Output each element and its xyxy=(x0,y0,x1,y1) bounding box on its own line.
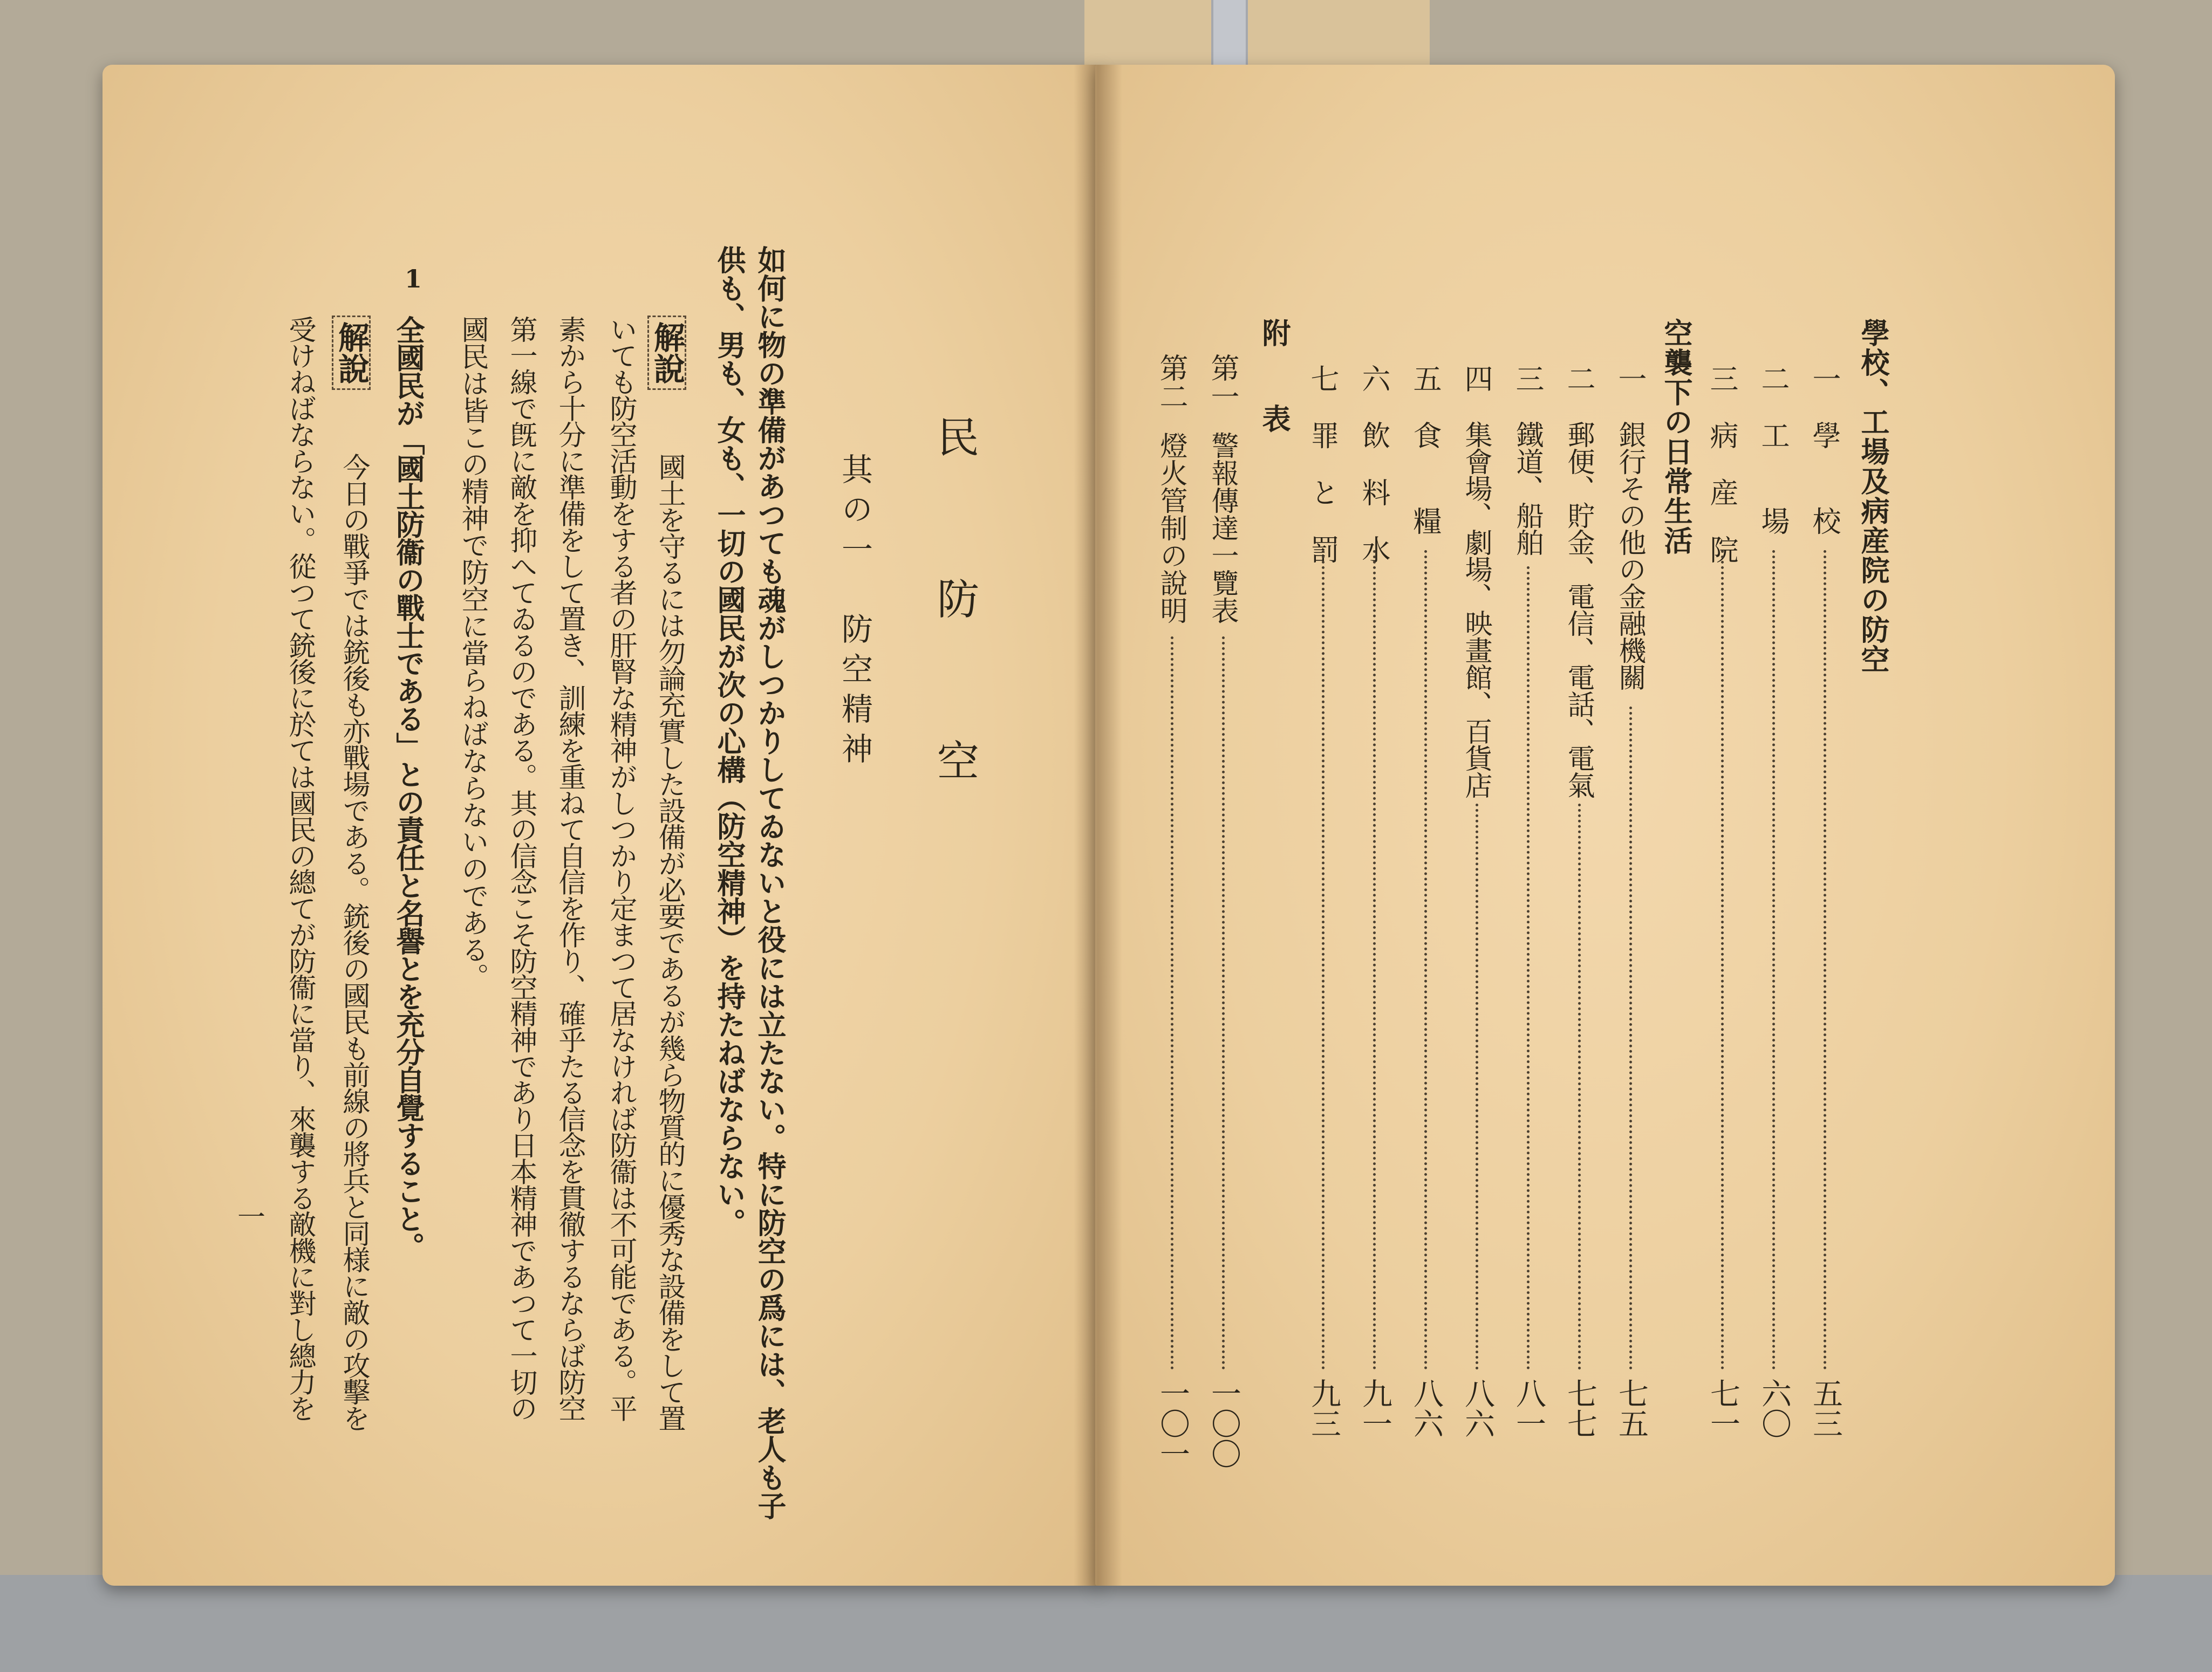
toc-appendix-title: 附 表 xyxy=(1258,318,1291,433)
toc-g1-item1-label: 學 校 xyxy=(1808,421,1841,535)
toc-leader xyxy=(1424,550,1427,1370)
toc-leader xyxy=(1527,566,1530,1370)
toc-g2-item5-label: 食 糧 xyxy=(1409,421,1442,535)
toc-g2-item4-label: 集會場、劇場、映畫館、百貨店 xyxy=(1460,421,1492,798)
toc-g2-item2-label: 郵便、貯金、電信、電話、電氣 xyxy=(1562,421,1594,798)
toc-g2-item3-num: 三 xyxy=(1511,364,1544,393)
chapter-title: 民 防 空 xyxy=(930,415,979,820)
item-number: 1 xyxy=(405,264,422,293)
toc-g1-item2-num: 二 xyxy=(1757,364,1790,393)
toc-appx-item1-page: 一〇〇 xyxy=(1206,1378,1241,1469)
toc-appx-item2-page: 一〇一 xyxy=(1155,1378,1190,1469)
commentary-1-line-2: いても防空活動をする者の肝腎な精神がしつかり定まつて居なければ防衞は不可能である。平 xyxy=(605,316,637,1421)
toc-g2-item3-label: 鐵道、船舶 xyxy=(1511,421,1543,556)
book-spine-tab xyxy=(1084,0,1430,76)
commentary-1-line-5: 國民は皆この精神で防空に當らねばならないのである。 xyxy=(456,316,488,990)
toc-g2-item1-num: 一 xyxy=(1614,364,1647,393)
toc-g1-item1-num: 一 xyxy=(1808,364,1841,393)
book-gutter xyxy=(1074,65,1122,1586)
toc-g1-item2-page: 六〇 xyxy=(1757,1378,1792,1438)
toc-g2-item5-page: 八六 xyxy=(1409,1378,1444,1438)
toc-g1-item3-num: 三 xyxy=(1705,364,1738,393)
toc-leader xyxy=(1578,804,1581,1370)
toc-g1-item2-label: 工 場 xyxy=(1757,421,1790,535)
toc-leader xyxy=(1322,550,1325,1370)
commentary-2-line-1: 今日の戰爭では銃後も亦戰場である。銃後の國民も前線の將兵と同様に敵の攻擊を xyxy=(338,453,370,1431)
commentary-label-2: 解說 xyxy=(332,316,371,390)
background-surface xyxy=(0,1575,2212,1672)
toc-appx-item2-num: 第二 xyxy=(1155,353,1188,410)
toc-group2-title: 空襲下の日常生活 xyxy=(1660,318,1693,556)
toc-g2-item1-label: 銀行その他の金融機關 xyxy=(1614,421,1646,690)
right-page xyxy=(1095,65,2115,1586)
commentary-1-line-1: 國土を守るには勿論充實した設備が必要であるが幾ら物質的に優秀な設備をして置 xyxy=(653,453,685,1431)
toc-g2-item1-page: 七五 xyxy=(1614,1378,1649,1438)
toc-g2-item2-num: 二 xyxy=(1562,364,1595,393)
toc-leader xyxy=(1222,636,1225,1370)
toc-g1-item3-page: 七一 xyxy=(1705,1378,1740,1438)
toc-g2-item7-page: 九三 xyxy=(1306,1378,1341,1438)
toc-g2-item6-num: 六 xyxy=(1357,364,1390,393)
toc-g2-item6-label: 飲 料 水 xyxy=(1357,421,1390,564)
toc-leader xyxy=(1171,636,1173,1370)
toc-g1-item3-label: 病 産 院 xyxy=(1705,421,1738,564)
toc-appx-item1-num: 第一 xyxy=(1206,353,1239,410)
toc-g2-item3-page: 八一 xyxy=(1511,1378,1546,1438)
toc-g2-item4-page: 八六 xyxy=(1460,1378,1495,1438)
principle-line-1: 如何に物の準備があつても魂がしつかりしてゐないと役には立たない。特に防空の爲には、老人も子 xyxy=(753,245,787,1520)
principle-line-2: 供も、男も、女も、一切の國民が次の心構（防空精神）を持たねばならない。 xyxy=(713,245,746,1237)
toc-g2-item2-page: 七七 xyxy=(1562,1378,1597,1438)
commentary-2-line-2: 受けねばならない。從つて銃後に於ては國民の總てが防衞に當り、來襲する敵機に對し總力を xyxy=(284,316,316,1421)
page-folio: 一 xyxy=(237,1202,266,1234)
toc-leader xyxy=(1476,804,1478,1370)
commentary-1-line-3: 素から十分に準備をして置き、訓練を重ねて自信を作り、確乎たる信念を貫徹するならば防空 xyxy=(554,316,585,1421)
toc-g2-item7-num: 七 xyxy=(1306,364,1339,393)
commentary-1-line-4: 第一線で旣に敵を抑へてゐるのである。其の信念こそ防空精神であり日本精神であつて一切の xyxy=(505,316,537,1421)
toc-appx-item2-label: 燈火管制の說明 xyxy=(1155,431,1187,624)
toc-appx-item1-label: 警報傳達一覽表 xyxy=(1206,431,1238,624)
item-text: 全國民が「國土防衞の戰士である」との責任と名譽とを充分自覺すること。 xyxy=(392,316,425,1260)
toc-leader xyxy=(1772,550,1775,1370)
toc-g1-item1-page: 五三 xyxy=(1808,1378,1843,1438)
left-page xyxy=(103,65,1101,1586)
commentary-label: 解說 xyxy=(647,316,686,390)
toc-leader xyxy=(1373,550,1376,1370)
toc-leader xyxy=(1721,550,1724,1370)
toc-leader xyxy=(1824,550,1826,1370)
toc-group1-title: 學校、工場及病産院の防空 xyxy=(1856,318,1890,674)
section-title: 其の一 防空精神 xyxy=(836,453,873,772)
toc-leader xyxy=(1629,707,1632,1370)
toc-g2-item6-page: 九一 xyxy=(1357,1378,1392,1438)
toc-g2-item7-label: 罪 と 罰 xyxy=(1306,421,1339,564)
toc-g2-item5-num: 五 xyxy=(1409,364,1442,393)
toc-g2-item4-num: 四 xyxy=(1460,364,1493,393)
